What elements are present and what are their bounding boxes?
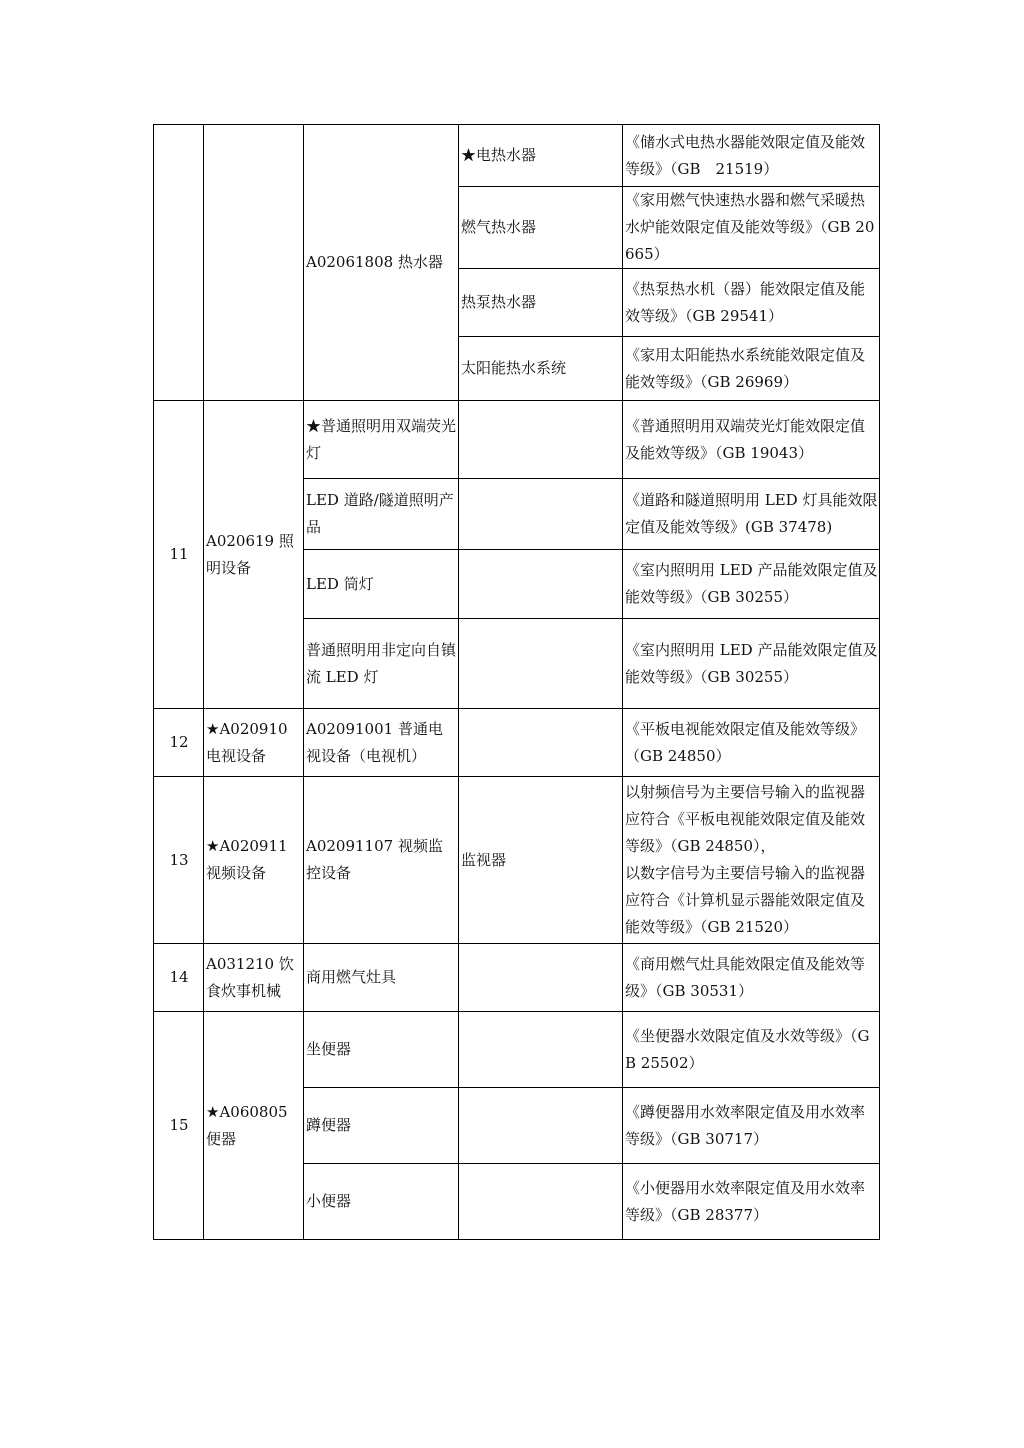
product-cell — [459, 550, 623, 619]
standard-line: 以射频信号为主要信号输入的监视器应符合《平板电视能效限定值及能效等级》（GB 24850）， — [625, 783, 866, 855]
product-cell — [459, 709, 623, 777]
standard-cell: 《家用燃气快速热水器和燃气采暖热水炉能效限定值及能效等级》（GB 20665） — [623, 187, 880, 269]
product-cell: 热泵热水器 — [459, 269, 623, 337]
standard-cell: 《商用燃气灶具能效限定值及能效等级》（GB 30531） — [623, 944, 880, 1012]
product-cell — [459, 479, 623, 550]
standard-cell: 《小便器用水效率限定值及用水效率等级》（GB 28377） — [623, 1164, 880, 1240]
subcategory-cell: 蹲便器 — [304, 1088, 459, 1164]
standard-cell: 《热泵热水机（器）能效限定值及能效等级》（GB 29541） — [623, 269, 880, 337]
standard-cell — [623, 777, 880, 944]
table-row — [154, 1012, 880, 1088]
product-cell: 太阳能热水系统 — [459, 337, 623, 401]
standard-cell: 《室内照明用 LED 产品能效限定值及能效等级》（GB 30255） — [623, 550, 880, 619]
standard-cell: 《普通照明用双端荧光灯能效限定值及能效等级》（GB 19043） — [623, 401, 880, 479]
subcategory-cell: LED 筒灯 — [304, 550, 459, 619]
product-cell — [459, 944, 623, 1012]
standard-cell: 《室内照明用 LED 产品能效限定值及能效等级》（GB 30255） — [623, 619, 880, 709]
table-row — [154, 944, 880, 1012]
standard-cell: 《平板电视能效限定值及能效等级》（GB 24850） — [623, 709, 880, 777]
category-cell — [204, 125, 304, 401]
efficiency-standards-table — [153, 124, 880, 1240]
product-cell: 燃气热水器 — [459, 187, 623, 269]
subcategory-cell: 商用燃气灶具 — [304, 944, 459, 1012]
subcategory-cell: 小便器 — [304, 1164, 459, 1240]
table-row — [154, 401, 880, 479]
standard-cell: 《蹲便器用水效率限定值及用水效率等级》（GB 30717） — [623, 1088, 880, 1164]
table-row — [154, 777, 880, 944]
category-cell: ★A020911 视频设备 — [204, 777, 304, 944]
category-cell: ★A020910 电视设备 — [204, 709, 304, 777]
category-cell: A020619 照明设备 — [204, 401, 304, 709]
subcategory-cell: A02061808 热水器 — [304, 125, 459, 401]
row-number-cell: 14 — [154, 944, 204, 1012]
product-cell — [459, 1012, 623, 1088]
standard-line: 以数字信号为主要信号输入的监视器应符合《计算机显示器能效限定值及能效等级》（GB 21520） — [625, 864, 866, 936]
subcategory-cell: 普通照明用非定向自镇流 LED 灯 — [304, 619, 459, 709]
category-cell: ★A060805 便器 — [204, 1012, 304, 1240]
standard-cell: 《坐便器水效限定值及水效等级》（GB 25502） — [623, 1012, 880, 1088]
standard-cell: 《家用太阳能热水系统能效限定值及能效等级》（GB 26969） — [623, 337, 880, 401]
subcategory-cell: ★普通照明用双端荧光灯 — [304, 401, 459, 479]
product-cell — [459, 1164, 623, 1240]
row-number-cell: 15 — [154, 1012, 204, 1240]
standard-cell: 《道路和隧道照明用 LED 灯具能效限定值及能效等级》(GB 37478) — [623, 479, 880, 550]
row-number-cell: 11 — [154, 401, 204, 709]
product-cell: 监视器 — [459, 777, 623, 944]
product-cell — [459, 1088, 623, 1164]
product-cell: ★电热水器 — [459, 125, 623, 187]
product-cell — [459, 619, 623, 709]
row-number-cell — [154, 125, 204, 401]
table-row — [154, 709, 880, 777]
subcategory-cell: LED 道路/隧道照明产品 — [304, 479, 459, 550]
table-row — [154, 125, 880, 187]
subcategory-cell: A02091107 视频监控设备 — [304, 777, 459, 944]
category-cell: A031210 饮食炊事机械 — [204, 944, 304, 1012]
standard-cell: 《储水式电热水器能效限定值及能效等级》（GB 21519） — [623, 125, 880, 187]
subcategory-cell: 坐便器 — [304, 1012, 459, 1088]
row-number-cell: 13 — [154, 777, 204, 944]
product-cell — [459, 401, 623, 479]
subcategory-cell: A02091001 普通电视设备（电视机） — [304, 709, 459, 777]
row-number-cell: 12 — [154, 709, 204, 777]
